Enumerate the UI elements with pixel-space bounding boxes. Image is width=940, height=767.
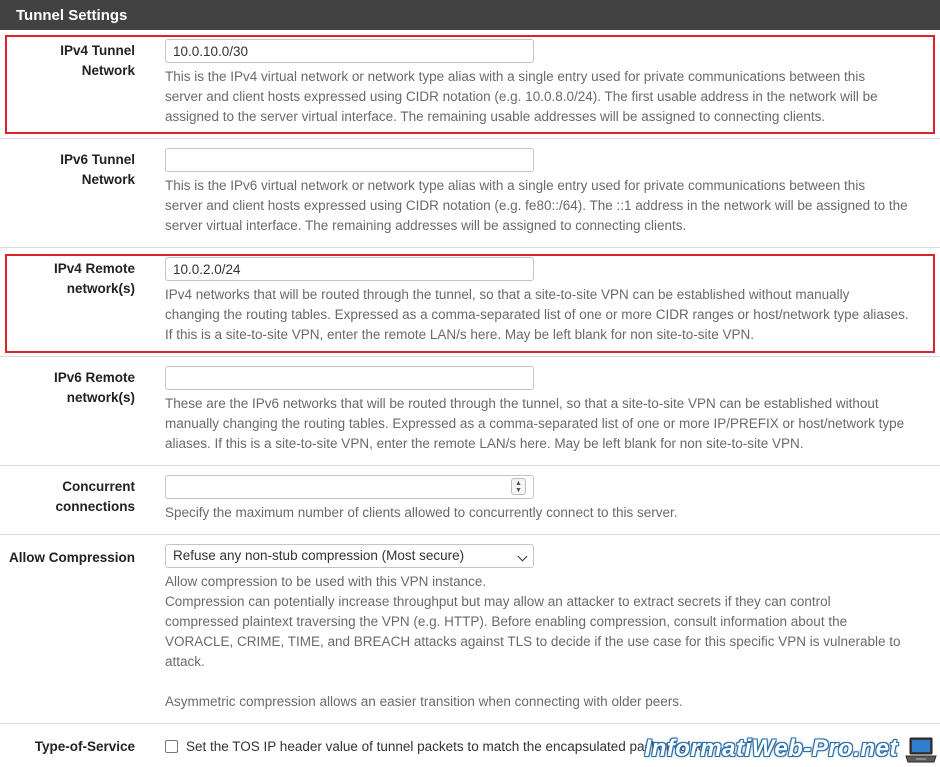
ipv4-remote-networks-row bbox=[0, 248, 940, 357]
ipv4-tunnel-network-label: IPv4 Tunnel Network bbox=[60, 43, 135, 78]
ipv4-tunnel-network-help: This is the IPv4 virtual network or network type alias with a single entry used for private communications between this server and client hosts expressed using CIDR notation (e.g. 10.0.8.0/24). The first usable address in the network will be assigned to the server virtual interface. The remaining usable addresses will be assigned to connecting clients. bbox=[165, 69, 878, 124]
concurrent-connections-row bbox=[0, 466, 940, 535]
laptop-icon bbox=[904, 735, 938, 765]
ipv6-remote-networks-help: These are the IPv6 networks that will be routed through the tunnel, so that a site-to-site VPN can be established without manually changing the routing tables. Expressed as a comma-separated list of one or more IP/PREFIX or host/network type aliases. If this is a site-to-site VPN, enter the remote LAN/s here. May be left blank for non site-to-site VPN. bbox=[165, 396, 905, 451]
concurrent-connections-input[interactable] bbox=[165, 475, 534, 499]
spinner-down-icon[interactable]: ▼ bbox=[515, 487, 522, 494]
ipv4-tunnel-network-row bbox=[0, 30, 940, 139]
watermark-text: InformatiWeb-Pro.net bbox=[644, 735, 898, 762]
ipv6-remote-networks-input[interactable] bbox=[165, 366, 534, 390]
ipv6-tunnel-network-input[interactable] bbox=[165, 148, 534, 172]
ipv6-remote-networks-row bbox=[0, 357, 940, 466]
allow-compression-row bbox=[0, 535, 940, 724]
ipv4-remote-networks-help: IPv4 networks that will be routed through the tunnel, so that a site-to-site VPN can be established without manually changing the routing tables. Expressed as a comma-separated list of one or more CIDR ranges or host/network type aliases. If this is a site-to-site VPN, enter the remote LAN/s here. May be left blank for non site-to-site VPN. bbox=[165, 287, 909, 342]
allow-compression-select[interactable] bbox=[165, 544, 534, 568]
type-of-service-label: Type-of-Service bbox=[34, 739, 135, 754]
type-of-service-checkbox-label[interactable]: Set the TOS IP header value of tunnel packets to match the encapsulated packet value. bbox=[186, 739, 710, 754]
spinner-up-icon[interactable]: ▲ bbox=[515, 480, 522, 487]
ipv4-tunnel-network-input[interactable] bbox=[165, 39, 534, 63]
ipv4-remote-networks-label: IPv4 Remote network(s) bbox=[53, 261, 135, 296]
ipv6-tunnel-network-row bbox=[0, 139, 940, 248]
ipv6-tunnel-network-help: This is the IPv6 virtual network or network type alias with a single entry used for private communications between this server and client hosts expressed using CIDR notation (e.g. fe80::/64). The ::1 address in the network will be assigned to the server virtual interface. The remaining addresses will be assigned to connecting clients. bbox=[165, 178, 908, 233]
allow-compression-label: Allow Compression bbox=[8, 550, 135, 565]
type-of-service-checkbox[interactable] bbox=[165, 740, 178, 753]
concurrent-connections-label: Concurrent connections bbox=[55, 479, 135, 514]
concurrent-connections-help: Specify the maximum number of clients allowed to concurrently connect to this server. bbox=[165, 505, 678, 520]
number-spinner[interactable] bbox=[511, 478, 526, 495]
panel-title: Tunnel Settings bbox=[0, 0, 940, 30]
ipv6-remote-networks-label: IPv6 Remote network(s) bbox=[53, 370, 135, 405]
allow-compression-help: Allow compression to be used with this VPN instance. Compression can potentially increase throughput but may allow an attacker to extract secrets if they can control compressed plaintext traversing the VPN (e.g. HTTP). Before enabling compression, consult information about the VORACLE, CRIME, TIME, and BREACH attacks against TLS to decide if the use case for this specific VPN is vulnerable to attack. Asymmetric compression allows an easier transition when connecting with older peers. bbox=[165, 574, 901, 709]
chevron-down-icon bbox=[518, 552, 528, 562]
ipv4-remote-networks-input[interactable] bbox=[165, 257, 534, 281]
allow-compression-selected: Refuse any non-stub compression (Most secure) bbox=[173, 548, 465, 563]
ipv6-tunnel-network-label: IPv6 Tunnel Network bbox=[60, 152, 135, 187]
